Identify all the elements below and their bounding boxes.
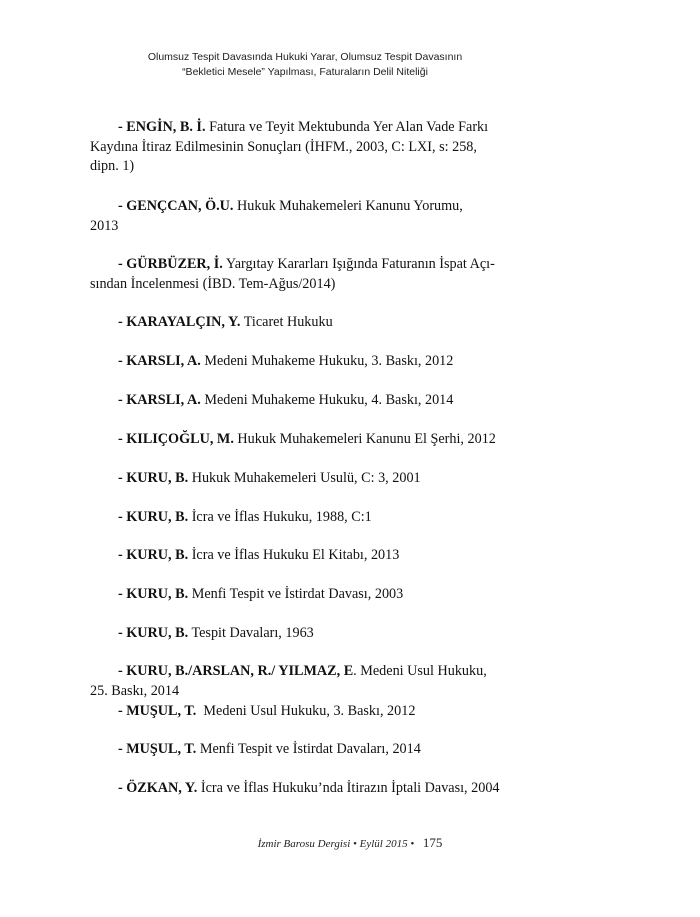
reference-entry <box>90 430 520 450</box>
reference-text: Hukuk Muhakemeleri Usulü, C: 3, 2001 <box>188 470 421 486</box>
page-footer <box>0 835 700 851</box>
reference-entry <box>90 313 520 333</box>
reference-entry <box>90 702 520 722</box>
reference-text: 25. Baskı, 2014 <box>90 682 180 699</box>
reference-text: Fatura ve Teyit Mektubunda Yer Alan Vade Farkı <box>205 119 489 135</box>
reference-entry <box>90 391 520 411</box>
page-number: 175 <box>422 835 443 850</box>
reference-entry <box>90 585 520 605</box>
reference-author: - KURU, B. <box>118 470 189 486</box>
reference-entry <box>90 469 520 489</box>
reference-line <box>90 585 520 605</box>
reference-author: - KARSLI, A. <box>118 353 201 369</box>
reference-line <box>90 313 520 333</box>
reference-text: Menfi Tespit ve İstirdat Davaları, 2014 <box>196 741 421 757</box>
reference-entry <box>90 740 520 760</box>
reference-line <box>90 391 520 411</box>
reference-text: Ticaret Hukuku <box>240 314 333 330</box>
reference-line <box>90 740 520 760</box>
reference-entry <box>90 624 520 644</box>
reference-text: Menfi Tespit ve İstirdat Davası, 2003 <box>188 586 404 602</box>
reference-text: Medeni Muhakeme Hukuku, 4. Baskı, 2014 <box>200 392 454 408</box>
reference-line <box>90 352 520 372</box>
reference-line <box>90 255 520 275</box>
reference-text: Kaydına İtiraz Edilmesinin Sonuçları (İHFM., 2003, C: LXI, s: 258, <box>90 138 477 155</box>
reference-author: - MUŞUL, T. <box>118 741 197 757</box>
reference-text: Yargıtay Kararları Işığında Faturanın İspat Açı- <box>222 256 495 272</box>
reference-author: - MUŞUL, T. <box>118 703 197 719</box>
reference-line <box>90 197 520 217</box>
reference-text: Medeni Muhakeme Hukuku, 3. Baskı, 2012 <box>200 353 454 369</box>
reference-entry <box>90 779 520 799</box>
reference-author: - ENGİN, B. İ. <box>118 119 206 135</box>
running-header-line-2: “Bekletici Mesele” Yapılması, Faturaların Delil Niteliği <box>182 66 428 78</box>
reference-line <box>90 217 520 237</box>
reference-text: sından İncelenmesi (İBD. Tem-Ağus/2014) <box>90 275 336 292</box>
journal-name: İzmir Barosu Dergisi • Eylül 2015 • <box>257 838 415 850</box>
reference-entry <box>90 118 520 177</box>
reference-text: Hukuk Muhakemeleri Kanunu Yorumu, <box>233 198 463 214</box>
reference-line <box>90 138 520 158</box>
reference-line <box>90 546 520 566</box>
reference-text: dipn. 1) <box>90 158 135 174</box>
reference-text: Medeni Usul Hukuku, 3. Baskı, 2012 <box>196 703 416 719</box>
reference-line <box>90 118 520 138</box>
reference-author: - GÜRBÜZER, İ. <box>118 256 223 272</box>
reference-text: . Medeni Usul Hukuku, <box>353 663 487 679</box>
reference-author: - KURU, B. <box>118 547 189 563</box>
reference-line <box>90 430 520 450</box>
reference-line <box>90 157 520 177</box>
reference-text: Tespit Davaları, 1963 <box>188 625 314 641</box>
reference-line <box>90 682 520 702</box>
running-header-line-1: Olumsuz Tespit Davasında Hukuki Yarar, Olumsuz Tespit Davasının <box>147 51 463 63</box>
reference-text: Hukuk Muhakemeleri Kanunu El Şerhi, 2012 <box>233 431 496 447</box>
reference-text: 2013 <box>90 217 119 234</box>
reference-text: İcra ve İflas Hukuku El Kitabı, 2013 <box>188 547 400 563</box>
reference-author: - KURU, B. <box>118 509 189 525</box>
reference-line <box>90 662 520 682</box>
reference-line <box>90 702 520 722</box>
reference-entry <box>90 662 520 701</box>
reference-author: - ÖZKAN, Y. <box>118 780 198 796</box>
reference-line <box>90 275 520 295</box>
reference-line <box>90 779 520 799</box>
reference-text: İcra ve İflas Hukuku’nda İtirazın İptali Davası, 2004 <box>197 780 500 796</box>
reference-entry <box>90 255 520 294</box>
reference-author: - KURU, B. <box>118 625 189 641</box>
reference-author: - KARSLI, A. <box>118 392 201 408</box>
reference-author: - KILIÇOĞLU, M. <box>118 431 234 447</box>
reference-author: - KURU, B./ARSLAN, R./ YILMAZ, E <box>118 663 354 679</box>
reference-author: - KARAYALÇIN, Y. <box>118 314 241 330</box>
reference-entry <box>90 546 520 566</box>
reference-line <box>90 624 520 644</box>
reference-entry <box>90 197 520 236</box>
reference-author: - GENÇCAN, Ö.U. <box>118 198 234 214</box>
reference-line <box>90 469 520 489</box>
reference-entry <box>90 352 520 372</box>
reference-line <box>90 508 520 528</box>
reference-author: - KURU, B. <box>118 586 189 602</box>
reference-text: İcra ve İflas Hukuku, 1988, C:1 <box>188 509 372 525</box>
reference-entry <box>90 508 520 528</box>
